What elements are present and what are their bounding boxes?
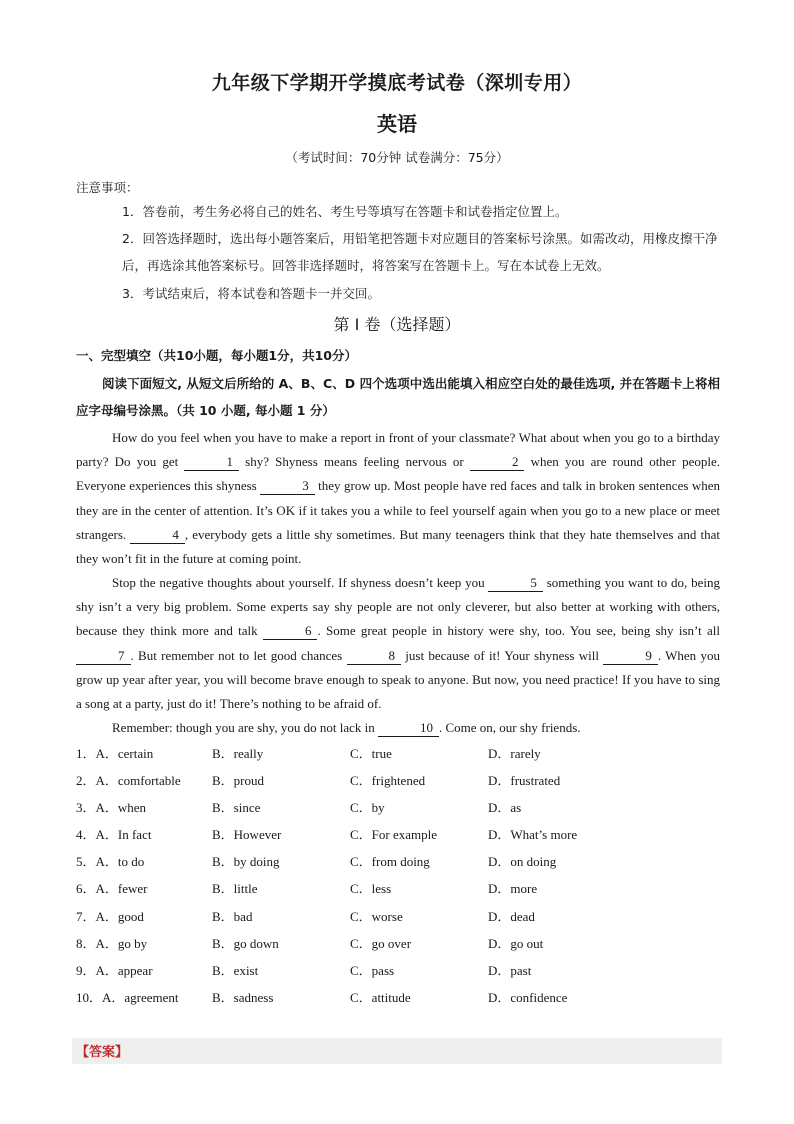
option-row	[76, 930, 720, 957]
option-b: B．sadness	[212, 989, 274, 1005]
blank-2: 2	[470, 454, 525, 471]
option-a: 7．A．good	[76, 908, 144, 924]
option-b: B．However	[212, 827, 282, 843]
option-d: D．more	[488, 881, 538, 897]
exam-meta: （考试时间：70分钟 试卷满分：75分）	[285, 150, 509, 165]
option-b: B．proud	[212, 773, 265, 789]
option-b: B．go down	[212, 935, 279, 951]
passage-paragraph-2	[76, 571, 720, 716]
option-a: 8．A．go by	[76, 935, 148, 951]
passage-text: . Some great people in history were shy, too. You see, being shy isn’t all	[317, 623, 720, 639]
option-c: C．attitude	[350, 989, 411, 1005]
blank-8: 8	[347, 648, 402, 665]
option-d: D．as	[488, 800, 522, 816]
passage-text: How do you feel when you have to make a report in front of your classmate? What about when you go to a birthday party? Do you get	[76, 430, 720, 470]
option-row	[76, 821, 720, 848]
option-b: B．bad	[212, 908, 253, 924]
option-c: C．go over	[350, 935, 412, 951]
option-c: C．For example	[350, 827, 438, 843]
part-title: 一、完型填空（共10小题，每小题1分，共10分）	[76, 348, 357, 363]
notice-heading: 注意事项：	[76, 180, 139, 195]
option-d: D．rarely	[488, 746, 541, 761]
passage-text: when you are round other people. Everyone experiences this shyness	[76, 454, 720, 494]
instruction-text: 阅读下面短文, 从短文后所给的 A、B、C、D 四个选项中选出能填入相应空白处的最佳选项, 并在答题卡上将相应字母编号涂黑。（共 10 小题, 每小题 1 分）	[76, 376, 720, 418]
option-b: B．exist	[212, 962, 259, 978]
notice-item-1: 1．答卷前，考生务必将自己的姓名、考生号等填写在答题卡和试卷指定位置上。	[122, 204, 568, 219]
blank-4: 4	[130, 527, 185, 544]
option-c: C．frightened	[350, 773, 426, 789]
option-row	[76, 794, 720, 821]
option-b: B．little	[212, 881, 258, 897]
option-row	[76, 848, 720, 875]
notice-item-3: 3．考试结束后，将本试卷和答题卡一并交回。	[122, 286, 380, 301]
option-b: B．really	[212, 746, 264, 761]
option-row	[76, 875, 720, 902]
option-row	[76, 767, 720, 794]
option-c: C．true	[350, 746, 392, 761]
passage-text: . When you grow up year after year, you will become brave enough to speak to anyone. But now, you need practice! If you have to sing a song at a party, just do it! There’s nothing to be afraid of.	[76, 647, 720, 712]
option-a: 10．A．agreement	[76, 989, 179, 1005]
option-a: 4．A．In fact	[76, 827, 152, 843]
options-list	[76, 740, 720, 1011]
option-c: C．by	[350, 800, 385, 816]
option-c: C．pass	[350, 962, 395, 978]
blank-3: 3	[260, 478, 315, 495]
passage-text: . But remember not to let good chances	[130, 647, 347, 663]
answer-bar	[72, 1038, 722, 1064]
option-d: D．frustrated	[488, 773, 561, 789]
page-title: 九年级下学期开学摸底考试卷（深圳专用）	[211, 72, 583, 94]
blank-5: 5	[488, 575, 543, 592]
notice-item-2: 2．回答选择题时，选出每小题答案后，用铅笔把答题卡对应题目的答案标号涂黑。如需改动，用橡皮擦干净后，再选涂其他答案标号。回答非选择题时，将答案写在答题卡上。写在本试卷上无效。	[122, 231, 718, 273]
blank-10: 10	[378, 720, 439, 737]
section-heading: 第 I 卷（选择题）	[333, 315, 461, 334]
passage-text: they grow up. Most people have red faces and talk in broken sentences when they are in the center of attention. It’s OK if it takes you a while to feel yourself again when you go to a new place or meet strangers.	[76, 478, 721, 542]
option-d: D．confidence	[488, 989, 568, 1005]
passage-paragraph-3	[76, 716, 720, 740]
option-c: C．less	[350, 881, 392, 897]
option-row	[76, 903, 720, 930]
blank-6: 6	[263, 623, 318, 640]
option-b: B．by doing	[212, 854, 280, 870]
option-a: 1．A．certain	[76, 746, 154, 761]
passage-paragraph-1	[76, 426, 720, 571]
passage-text: Remember: though you are shy, you do not lack in	[112, 720, 378, 735]
option-a: 6．A．fewer	[76, 881, 148, 897]
option-d: D．go out	[488, 935, 544, 951]
option-d: D．What’s more	[488, 827, 578, 843]
option-a: 5．A．to do	[76, 854, 145, 870]
passage-text: , everybody gets a little shy sometimes. But many teenagers think that they hate themselves and that they won’t fit in the future at coming point.	[76, 526, 720, 567]
option-a: 9．A．appear	[76, 962, 153, 978]
option-d: D．on doing	[488, 854, 557, 870]
passage-text: shy? Shyness means feeling nervous or	[238, 454, 470, 470]
passage-text: Stop the negative thoughts about yourself. If shyness doesn’t keep you	[112, 575, 489, 590]
passage-text: just because of it! Your shyness will	[401, 647, 604, 663]
option-c: C．worse	[350, 908, 403, 924]
passage-text: . Come on, our shy friends.	[438, 720, 581, 735]
blank-9: 9	[603, 648, 658, 665]
option-row	[76, 740, 720, 767]
option-b: B．since	[212, 800, 261, 816]
option-c: C．from doing	[350, 854, 430, 870]
option-d: D．dead	[488, 908, 535, 924]
option-row	[76, 957, 720, 984]
passage-text: something you want to do, being shy isn’t a very big problem. Some experts say shy people are not only cleverer, but also better at working with others, because they think more and talk	[76, 575, 720, 639]
blank-1: 1	[184, 454, 239, 471]
option-d: D．past	[488, 962, 532, 978]
option-row	[76, 984, 720, 1011]
subject-title: 英语	[377, 112, 417, 136]
option-a: 2．A．comfortable	[76, 773, 181, 789]
option-a: 3．A．when	[76, 800, 147, 816]
blank-7: 7	[76, 648, 131, 665]
answer-label: 【答案】	[76, 1045, 129, 1060]
